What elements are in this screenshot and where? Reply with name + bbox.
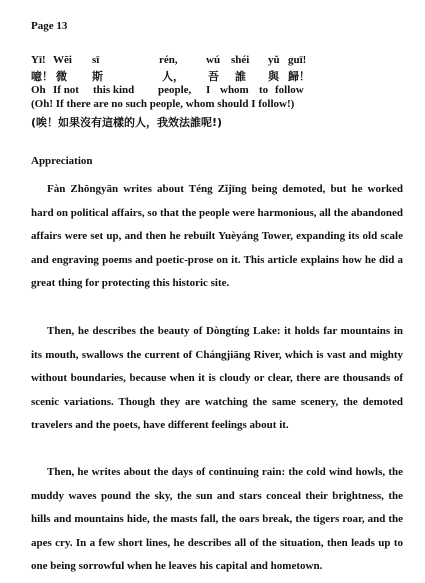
pinyin-word: Yī! xyxy=(31,54,46,66)
translation-chinese: (唉！如果沒有這樣的人，我效法誰呢!) xyxy=(31,116,223,129)
hanzi-char: 與 xyxy=(268,70,279,83)
gloss-word: people, xyxy=(158,84,192,96)
gloss-row xyxy=(31,84,403,98)
paragraph-text: Then, he describes the beauty of Dòngtíng Lake: it holds far mountains in its mouth, swallows the current of Chángjiāng River, which is vast and mighty without boundaries, because when it is cloudy or clear, there are thousands of scenic variations. Though they are watching the same scenery, the demoted travelers and the poets, have different feelings about it. xyxy=(31,325,403,432)
interlinear-verse xyxy=(31,54,403,129)
hanzi-char: 微 xyxy=(56,70,67,83)
paragraph-3 xyxy=(31,461,403,579)
page-number: Page 13 xyxy=(31,20,68,32)
gloss-word: to xyxy=(259,84,269,96)
paragraph-1 xyxy=(31,178,403,296)
gloss-word: this kind xyxy=(93,84,135,96)
pinyin-word: shéi xyxy=(231,54,250,66)
hanzi-char: 吾 xyxy=(208,70,219,83)
hanzi-char: 人， xyxy=(162,70,184,83)
hanzi-char: 歸！ xyxy=(288,70,310,83)
pinyin-word: sī xyxy=(92,54,100,66)
pinyin-word: wú xyxy=(206,54,221,66)
gloss-word: Oh xyxy=(31,84,46,96)
pinyin-word: yǔ xyxy=(268,54,280,66)
paragraph-text: Then, he writes about the days of continuing rain: the cold wind howls, the muddy waves pound the sky, the sun and stars conceal their brightness, the hills and mountains hide, the masts fall, the oars break, the tigers roar, and the apes cry. In a few short lines, he describes all of the situation, then leads up to one being sorrowful when he leaves his capital and hometown. xyxy=(31,466,403,573)
translation-english: (Oh! If there are no such people, whom should I follow!) xyxy=(31,98,295,110)
gloss-word: follow xyxy=(275,84,304,96)
pinyin-word: Wēi xyxy=(53,54,72,66)
pinyin-row xyxy=(31,54,403,68)
paragraph-2 xyxy=(31,320,403,438)
hanzi-char: 誰 xyxy=(235,70,246,83)
pinyin-word: rén, xyxy=(159,54,178,66)
paragraph-text: Fàn Zhōngyān writes about Téng Zǐjīng being demoted, but he worked hard on political affairs, so that the people were harmonious, all the abandoned affairs were set up, and then he rebuilt Yuèyáng Tower, expanding its old scale and engraving poems and poetic-prose on it. This article explains how he did a great thing for protecting this historic site. xyxy=(31,183,403,290)
hanzi-char: 噫！ xyxy=(31,70,53,83)
gloss-word: If not xyxy=(53,84,79,96)
hanzi-row xyxy=(31,68,403,84)
section-heading: Appreciation xyxy=(31,155,93,167)
pinyin-word: guī! xyxy=(288,54,307,66)
gloss-word: I xyxy=(206,84,211,96)
hanzi-char: 斯 xyxy=(92,70,103,83)
gloss-word: whom xyxy=(220,84,249,96)
